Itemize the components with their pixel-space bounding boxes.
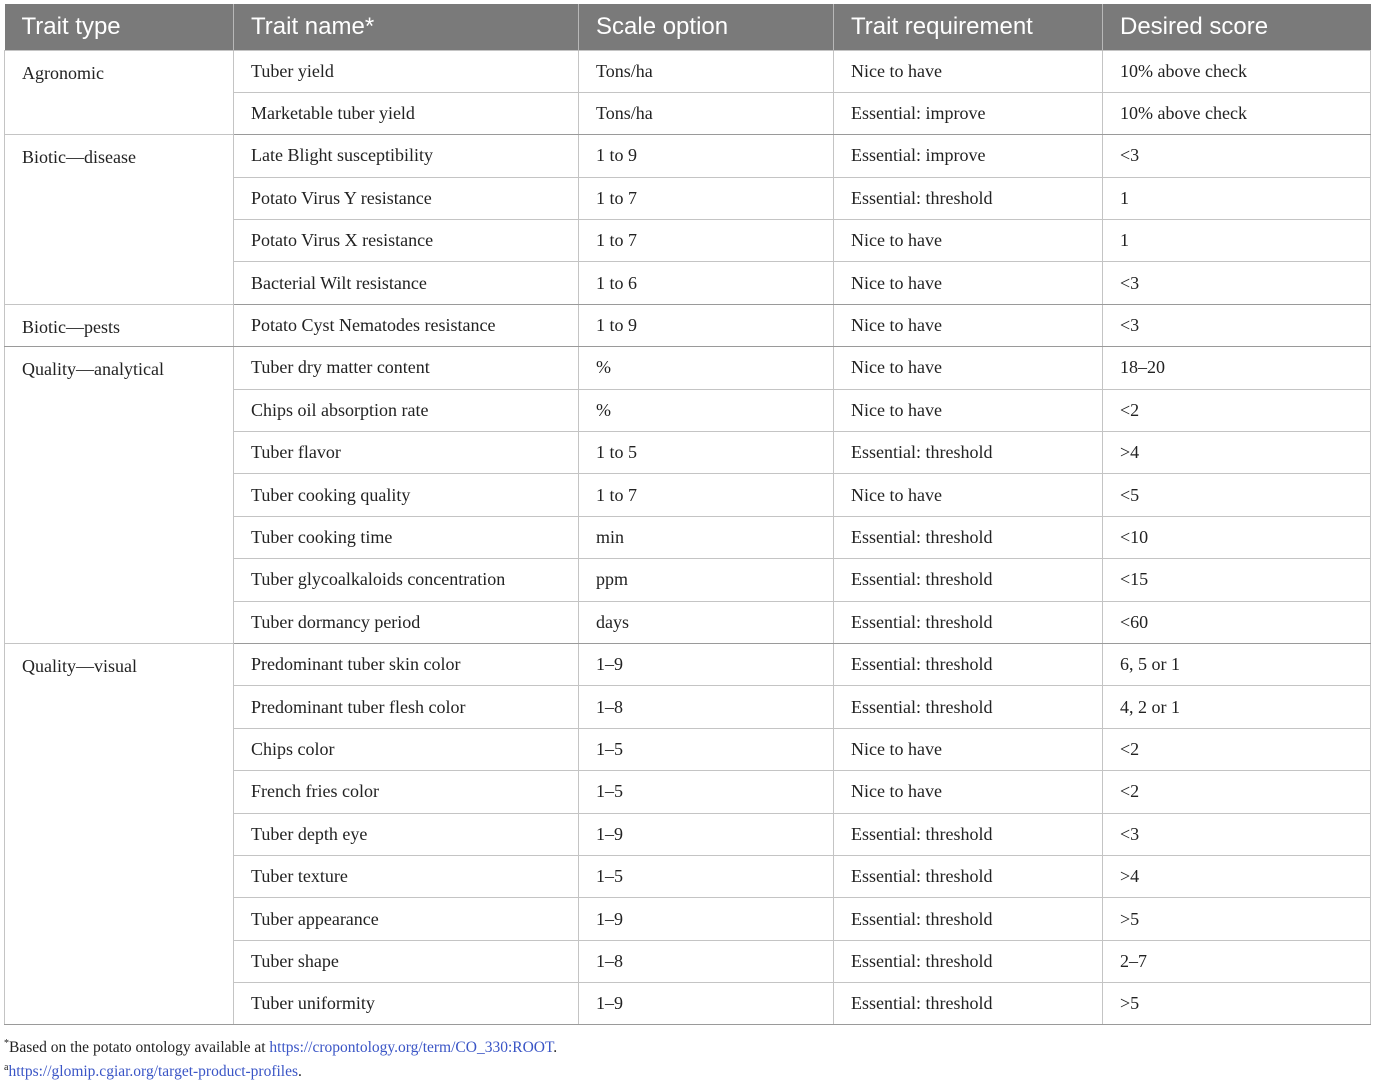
footnote-period: . xyxy=(298,1063,302,1080)
footnote-tpp xyxy=(4,1060,557,1084)
footnotes xyxy=(4,1036,557,1084)
trait-requirement-cell: Essential: improve xyxy=(834,92,1103,134)
table-row xyxy=(5,50,1371,92)
desired-score-cell: <3 xyxy=(1103,813,1371,855)
desired-score-cell: >5 xyxy=(1103,898,1371,940)
desired-score-cell: <3 xyxy=(1103,304,1371,346)
table-row xyxy=(5,135,1371,177)
scale-option-cell: % xyxy=(579,347,834,389)
scale-option-cell: Tons/ha xyxy=(579,92,834,134)
desired-score-cell: <3 xyxy=(1103,135,1371,177)
trait-name-cell: Tuber shape xyxy=(234,940,579,982)
desired-score-cell: 4, 2 or 1 xyxy=(1103,686,1371,728)
scale-option-cell: 1 to 5 xyxy=(579,432,834,474)
desired-score-cell: >4 xyxy=(1103,432,1371,474)
footnote-period: . xyxy=(553,1039,558,1056)
trait-name-cell: Tuber dry matter content xyxy=(234,347,579,389)
trait-requirement-cell: Essential: improve xyxy=(834,135,1103,177)
desired-score-cell: 1 xyxy=(1103,220,1371,262)
trait-requirement-cell: Essential: threshold xyxy=(834,940,1103,982)
trait-name-cell: Tuber cooking time xyxy=(234,516,579,558)
table-row xyxy=(5,304,1371,346)
scale-option-cell: min xyxy=(579,516,834,558)
trait-requirement-cell: Essential: threshold xyxy=(834,643,1103,685)
scale-option-cell: 1 to 7 xyxy=(579,220,834,262)
trait-type-cell: Biotic—pests xyxy=(5,304,234,346)
desired-score-cell: <10 xyxy=(1103,516,1371,558)
scale-option-cell: 1 to 9 xyxy=(579,135,834,177)
desired-score-cell: 10% above check xyxy=(1103,92,1371,134)
trait-requirement-cell: Essential: threshold xyxy=(834,686,1103,728)
table-row xyxy=(5,643,1371,685)
desired-score-cell: 6, 5 or 1 xyxy=(1103,643,1371,685)
trait-type-cell: Quality—visual xyxy=(5,643,234,1025)
trait-type-cell: Biotic—disease xyxy=(5,135,234,305)
header-row xyxy=(5,4,1371,50)
trait-name-cell: Chips color xyxy=(234,728,579,770)
trait-requirement-cell: Nice to have xyxy=(834,304,1103,346)
trait-name-cell: Tuber uniformity xyxy=(234,983,579,1025)
trait-name-cell: Bacterial Wilt resistance xyxy=(234,262,579,304)
trait-name-cell: Tuber dormancy period xyxy=(234,601,579,643)
scale-option-cell: 1–5 xyxy=(579,728,834,770)
header-scale-option: Scale option xyxy=(579,4,834,50)
trait-name-cell: Tuber yield xyxy=(234,50,579,92)
desired-score-cell: 1 xyxy=(1103,177,1371,219)
scale-option-cell: 1 to 7 xyxy=(579,177,834,219)
desired-score-cell: 10% above check xyxy=(1103,50,1371,92)
trait-name-cell: Tuber appearance xyxy=(234,898,579,940)
trait-requirement-cell: Essential: threshold xyxy=(834,898,1103,940)
trait-name-cell: French fries color xyxy=(234,771,579,813)
trait-requirement-cell: Essential: threshold xyxy=(834,516,1103,558)
desired-score-cell: <3 xyxy=(1103,262,1371,304)
trait-requirement-cell: Nice to have xyxy=(834,262,1103,304)
scale-option-cell: 1–9 xyxy=(579,983,834,1025)
trait-name-cell: Chips oil absorption rate xyxy=(234,389,579,431)
tpp-link[interactable]: https://glomip.cgiar.org/target-product-profiles xyxy=(8,1063,299,1080)
trait-name-cell: Tuber glycoalkaloids concentration xyxy=(234,559,579,601)
scale-option-cell: % xyxy=(579,389,834,431)
header-trait-name: Trait name* xyxy=(234,4,579,50)
table-body xyxy=(5,50,1371,1025)
header-trait-type: Trait type xyxy=(5,4,234,50)
trait-requirement-cell: Nice to have xyxy=(834,347,1103,389)
ontology-link[interactable]: https://cropontology.org/term/CO_330:ROOT xyxy=(269,1039,554,1056)
desired-score-cell: <2 xyxy=(1103,389,1371,431)
trait-name-cell: Tuber cooking quality xyxy=(234,474,579,516)
desired-score-cell: <2 xyxy=(1103,728,1371,770)
table-header xyxy=(5,4,1371,50)
trait-type-cell: Agronomic xyxy=(5,50,234,135)
scale-option-cell: 1–8 xyxy=(579,940,834,982)
footnote-text: Based on the potato ontology available at xyxy=(9,1039,270,1056)
trait-name-cell: Late Blight susceptibility xyxy=(234,135,579,177)
footnote-ontology xyxy=(4,1036,557,1060)
scale-option-cell: days xyxy=(579,601,834,643)
trait-name-cell: Potato Virus X resistance xyxy=(234,220,579,262)
trait-requirement-cell: Essential: threshold xyxy=(834,559,1103,601)
trait-requirement-cell: Nice to have xyxy=(834,728,1103,770)
trait-table xyxy=(4,4,1371,1025)
trait-name-cell: Potato Cyst Nematodes resistance xyxy=(234,304,579,346)
footnote-mark: a xyxy=(4,1061,9,1073)
scale-option-cell: 1–9 xyxy=(579,643,834,685)
desired-score-cell: 2–7 xyxy=(1103,940,1371,982)
desired-score-cell: <2 xyxy=(1103,771,1371,813)
trait-requirement-cell: Essential: threshold xyxy=(834,432,1103,474)
trait-name-cell: Tuber depth eye xyxy=(234,813,579,855)
header-desired-score: Desired score xyxy=(1103,4,1371,50)
trait-name-cell: Predominant tuber flesh color xyxy=(234,686,579,728)
scale-option-cell: 1 to 7 xyxy=(579,474,834,516)
table-row xyxy=(5,347,1371,389)
scale-option-cell: Tons/ha xyxy=(579,50,834,92)
scale-option-cell: 1–5 xyxy=(579,855,834,897)
trait-requirement-cell: Nice to have xyxy=(834,389,1103,431)
trait-requirement-cell: Essential: threshold xyxy=(834,813,1103,855)
trait-name-cell: Tuber texture xyxy=(234,855,579,897)
trait-name-cell: Marketable tuber yield xyxy=(234,92,579,134)
scale-option-cell: 1–9 xyxy=(579,813,834,855)
scale-option-cell: 1 to 9 xyxy=(579,304,834,346)
desired-score-cell: <5 xyxy=(1103,474,1371,516)
footnote-mark: * xyxy=(4,1037,9,1049)
desired-score-cell: <60 xyxy=(1103,601,1371,643)
trait-requirement-cell: Essential: threshold xyxy=(834,601,1103,643)
desired-score-cell: <15 xyxy=(1103,559,1371,601)
scale-option-cell: 1–5 xyxy=(579,771,834,813)
scale-option-cell: ppm xyxy=(579,559,834,601)
scale-option-cell: 1 to 6 xyxy=(579,262,834,304)
desired-score-cell: >5 xyxy=(1103,983,1371,1025)
header-trait-requirement: Trait requirement xyxy=(834,4,1103,50)
trait-requirement-cell: Nice to have xyxy=(834,50,1103,92)
trait-requirement-cell: Nice to have xyxy=(834,474,1103,516)
trait-requirement-cell: Essential: threshold xyxy=(834,855,1103,897)
scale-option-cell: 1–9 xyxy=(579,898,834,940)
desired-score-cell: 18–20 xyxy=(1103,347,1371,389)
trait-requirement-cell: Nice to have xyxy=(834,771,1103,813)
trait-requirement-cell: Essential: threshold xyxy=(834,177,1103,219)
scale-option-cell: 1–8 xyxy=(579,686,834,728)
trait-name-cell: Predominant tuber skin color xyxy=(234,643,579,685)
trait-name-cell: Potato Virus Y resistance xyxy=(234,177,579,219)
trait-type-cell: Quality—analytical xyxy=(5,347,234,644)
trait-requirement-cell: Essential: threshold xyxy=(834,983,1103,1025)
desired-score-cell: >4 xyxy=(1103,855,1371,897)
trait-name-cell: Tuber flavor xyxy=(234,432,579,474)
trait-requirement-cell: Nice to have xyxy=(834,220,1103,262)
